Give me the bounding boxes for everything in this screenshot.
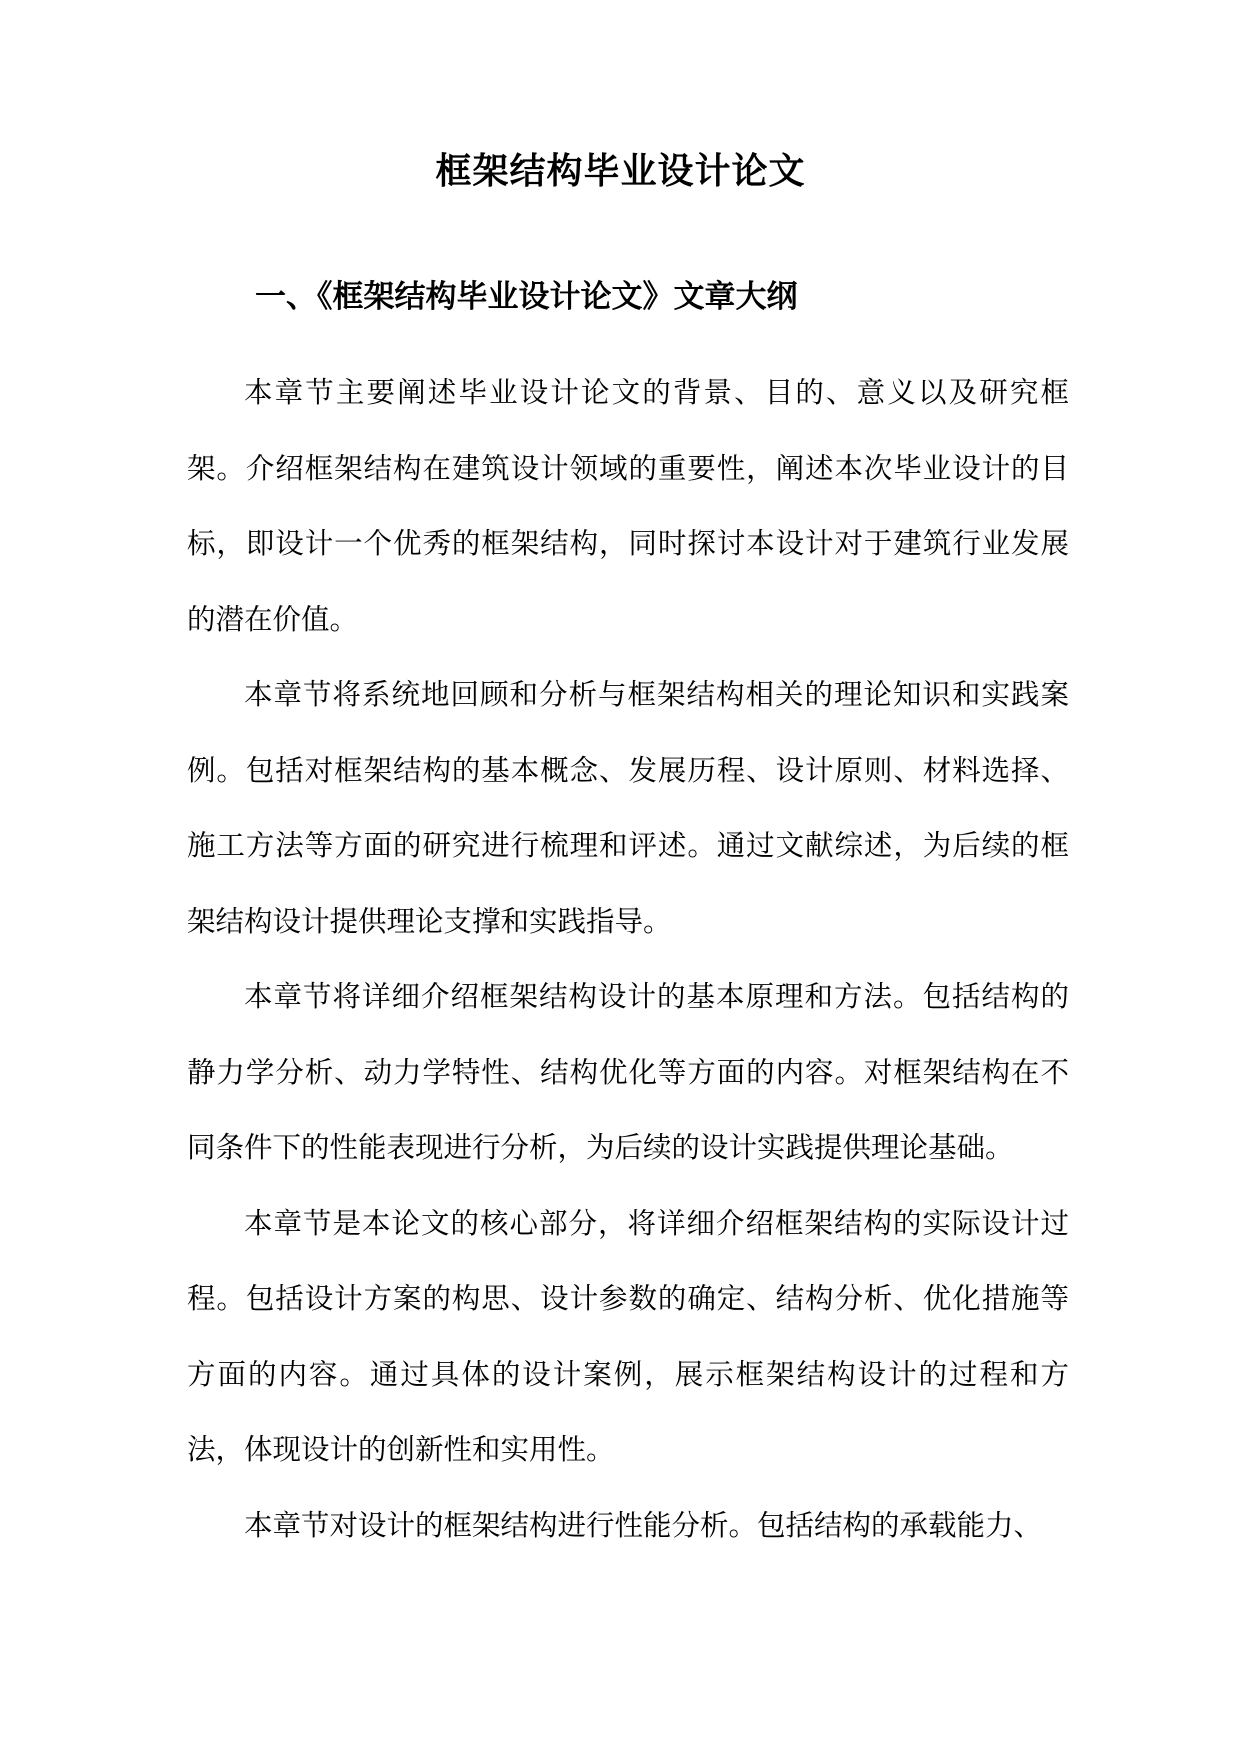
document-title: 框架结构毕业设计论文	[435, 151, 806, 192]
section-heading: 一、《框架结构毕业设计论文》文章大纲	[255, 279, 798, 315]
paragraph-design-process: 本章节是本论文的核心部分，将详细介绍框架结构的实际设计过程。包括设计方案的构思、设计参数的确定、结构分析、优化措施等方面的内容。通过具体的设计案例，展示框架结构设计的过程和方法，体现设计的创新性和实用性。	[187, 1206, 1069, 1466]
paragraph-performance-analysis: 本章节对设计的框架结构进行性能分析。包括结构的承载能力、	[244, 1508, 1043, 1542]
paragraph-design-principles: 本章节将详细介绍框架结构设计的基本原理和方法。包括结构的静力学分析、动力学特性、结构优化等方面的内容。对框架结构在不同条件下的性能表现进行分析，为后续的设计实践提供理论基础。	[187, 980, 1069, 1164]
paragraph-background: 本章节主要阐述毕业设计论文的背景、目的、意义以及研究框架。介绍框架结构在建筑设计领域的重要性，阐述本次毕业设计的目标，即设计一个优秀的框架结构，同时探讨本设计对于建筑行业发展的潜在价值。	[187, 376, 1069, 636]
paragraph-literature-review: 本章节将系统地回顾和分析与框架结构相关的理论知识和实践案例。包括对框架结构的基本概念、发展历程、设计原则、材料选择、施工方法等方面的研究进行梳理和评述。通过文献综述，为后续的框架结构设计提供理论支撑和实践指导。	[187, 678, 1069, 938]
body-text	[187, 355, 1069, 1563]
